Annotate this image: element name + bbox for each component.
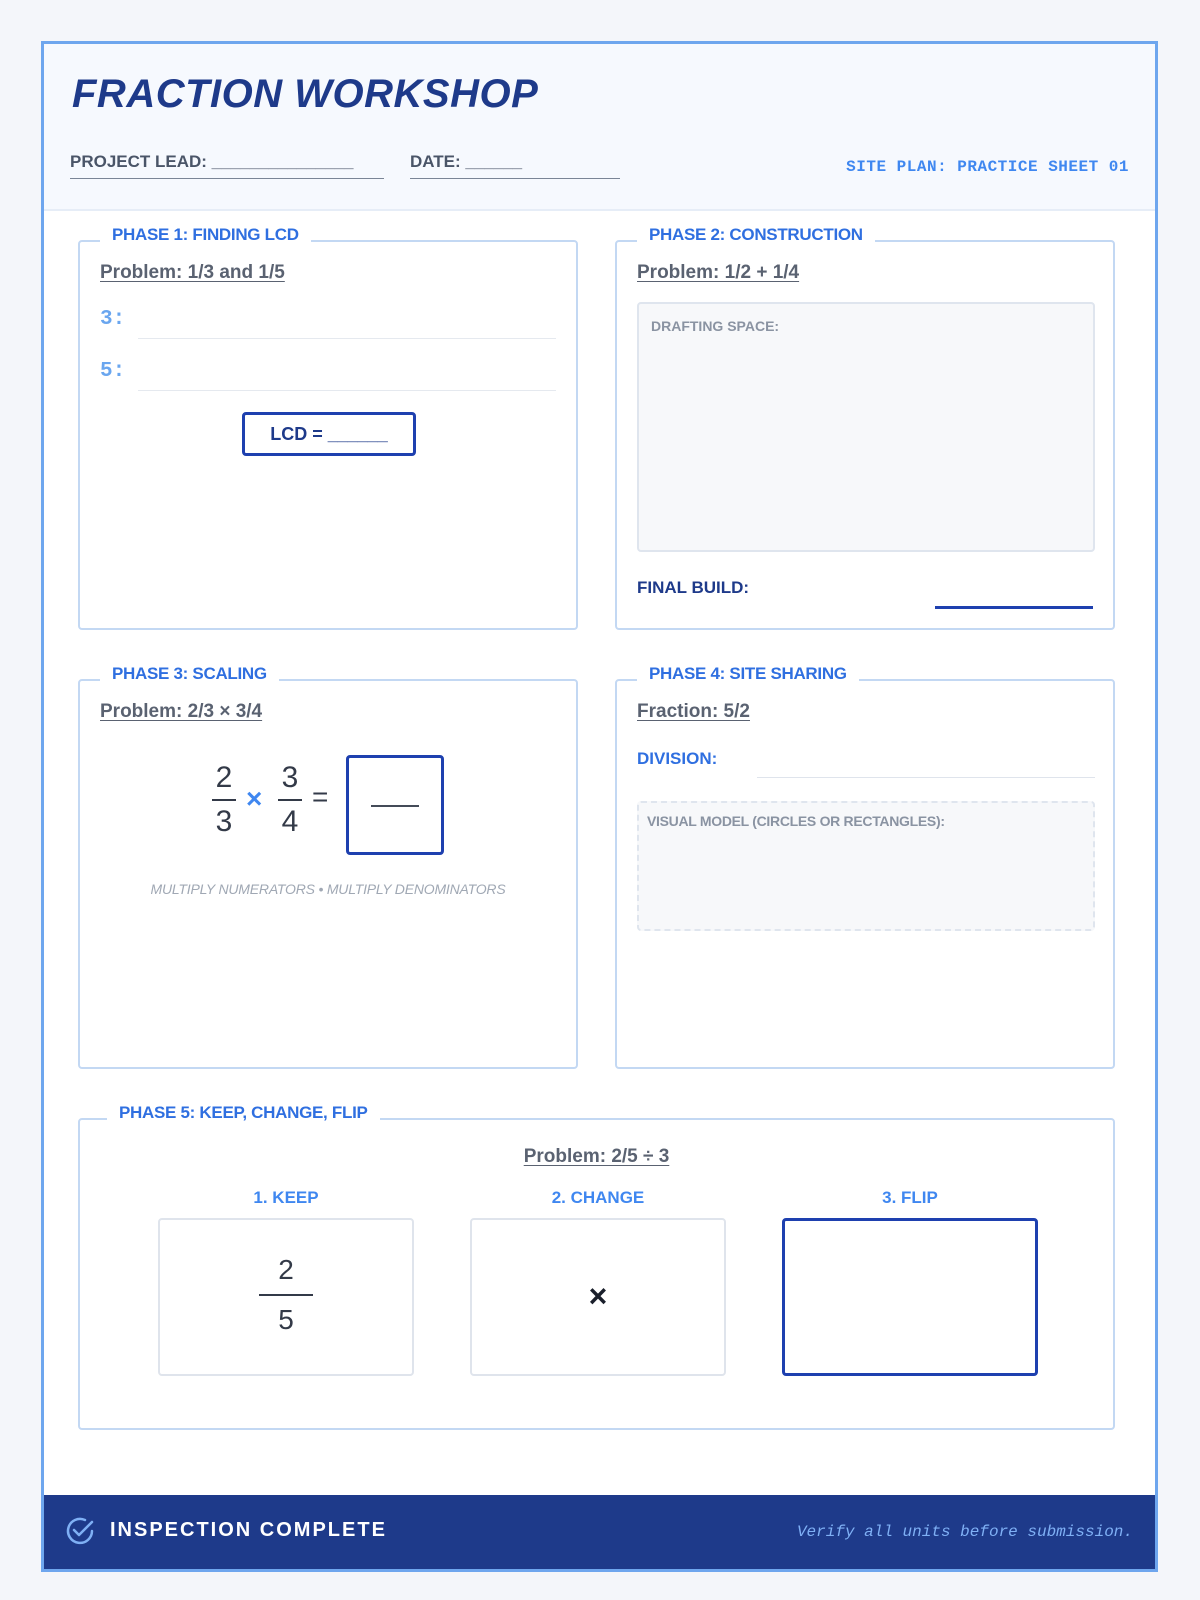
multiples-row-label: 5: xyxy=(100,360,126,383)
page-title: FRACTION WORKSHOP xyxy=(72,72,539,116)
right-fraction xyxy=(274,761,306,839)
visual-model-label: VISUAL MODEL (CIRCLES OR RECTANGLES): xyxy=(647,813,945,829)
visual-model-area[interactable] xyxy=(637,801,1095,931)
flip-step-label: 3. FLIP xyxy=(882,1188,938,1207)
phase1-title: PHASE 1: FINDING LCD xyxy=(100,225,311,245)
phase2-problem: Problem: 1/2 + 1/4 xyxy=(637,262,800,283)
worksheet-header xyxy=(44,44,1155,211)
multiples-row-label: 3: xyxy=(100,308,126,331)
division-label: DIVISION: xyxy=(637,749,718,768)
final-build-answer-line[interactable] xyxy=(935,606,1093,609)
phase1-panel xyxy=(78,225,578,630)
date-field[interactable]: DATE: ______ xyxy=(410,152,620,179)
flip-answer-box[interactable] xyxy=(782,1218,1038,1376)
keep-fraction xyxy=(160,1252,412,1338)
fraction-denominator: 5 xyxy=(278,1304,294,1335)
phase4-problem: Fraction: 5/2 xyxy=(637,701,750,722)
worksheet xyxy=(41,41,1158,1572)
fraction-bar xyxy=(259,1294,313,1296)
equals-sign: = xyxy=(312,781,329,812)
phase5-panel xyxy=(78,1103,1115,1430)
phase1-problem: Problem: 1/3 and 1/5 xyxy=(100,262,285,283)
keep-box xyxy=(158,1218,414,1376)
phase2-panel xyxy=(615,225,1115,630)
check-circle-icon xyxy=(64,1515,96,1552)
phase3-panel xyxy=(78,664,578,1069)
left-fraction xyxy=(208,761,240,839)
phase3-problem: Problem: 2/3 × 3/4 xyxy=(100,701,263,722)
change-step-label: 2. CHANGE xyxy=(551,1188,645,1207)
final-build-label: FINAL BUILD: xyxy=(637,578,750,597)
multiply-sign: × xyxy=(588,1278,608,1314)
drafting-space-label: DRAFTING SPACE: xyxy=(651,318,780,334)
phase3-title: PHASE 3: SCALING xyxy=(100,664,279,684)
fraction-numerator: 3 xyxy=(281,761,299,794)
product-answer-box[interactable] xyxy=(346,755,444,855)
fraction-numerator: 2 xyxy=(215,761,233,794)
phase4-panel xyxy=(615,664,1115,1069)
phase2-title: PHASE 2: CONSTRUCTION xyxy=(637,225,875,245)
multiples-answer-line[interactable] xyxy=(138,390,556,391)
fraction-denominator: 3 xyxy=(215,805,233,838)
multiples-answer-line[interactable] xyxy=(138,338,556,339)
drafting-space[interactable] xyxy=(637,302,1095,552)
fraction-numerator: 2 xyxy=(278,1254,294,1285)
fraction-bar xyxy=(212,799,236,801)
inspection-status: INSPECTION COMPLETE xyxy=(110,1519,387,1541)
project-lead-field[interactable]: PROJECT LEAD: _______________ xyxy=(70,152,384,179)
keep-step-label: 1. KEEP xyxy=(253,1188,319,1207)
multiply-sign: × xyxy=(246,783,263,814)
answer-fraction-bar xyxy=(371,805,419,807)
fraction-denominator: 4 xyxy=(281,805,299,838)
phase3-hint: MULTIPLY NUMERATORS • MULTIPLY DENOMINATORS xyxy=(150,881,506,897)
fraction-bar xyxy=(278,799,302,801)
footer-note: Verify all units before submission. xyxy=(796,1523,1133,1541)
division-answer-line[interactable] xyxy=(757,777,1095,778)
footer-bar xyxy=(44,1495,1155,1569)
phase5-title: PHASE 5: KEEP, CHANGE, FLIP xyxy=(107,1103,380,1123)
lcd-answer-box[interactable]: LCD = ______ xyxy=(242,412,416,456)
phase5-problem: Problem: 2/5 ÷ 3 xyxy=(523,1146,670,1167)
phase4-title: PHASE 4: SITE SHARING xyxy=(637,664,859,684)
site-plan-label: SITE PLAN: PRACTICE SHEET 01 xyxy=(846,158,1129,176)
change-box xyxy=(470,1218,726,1376)
